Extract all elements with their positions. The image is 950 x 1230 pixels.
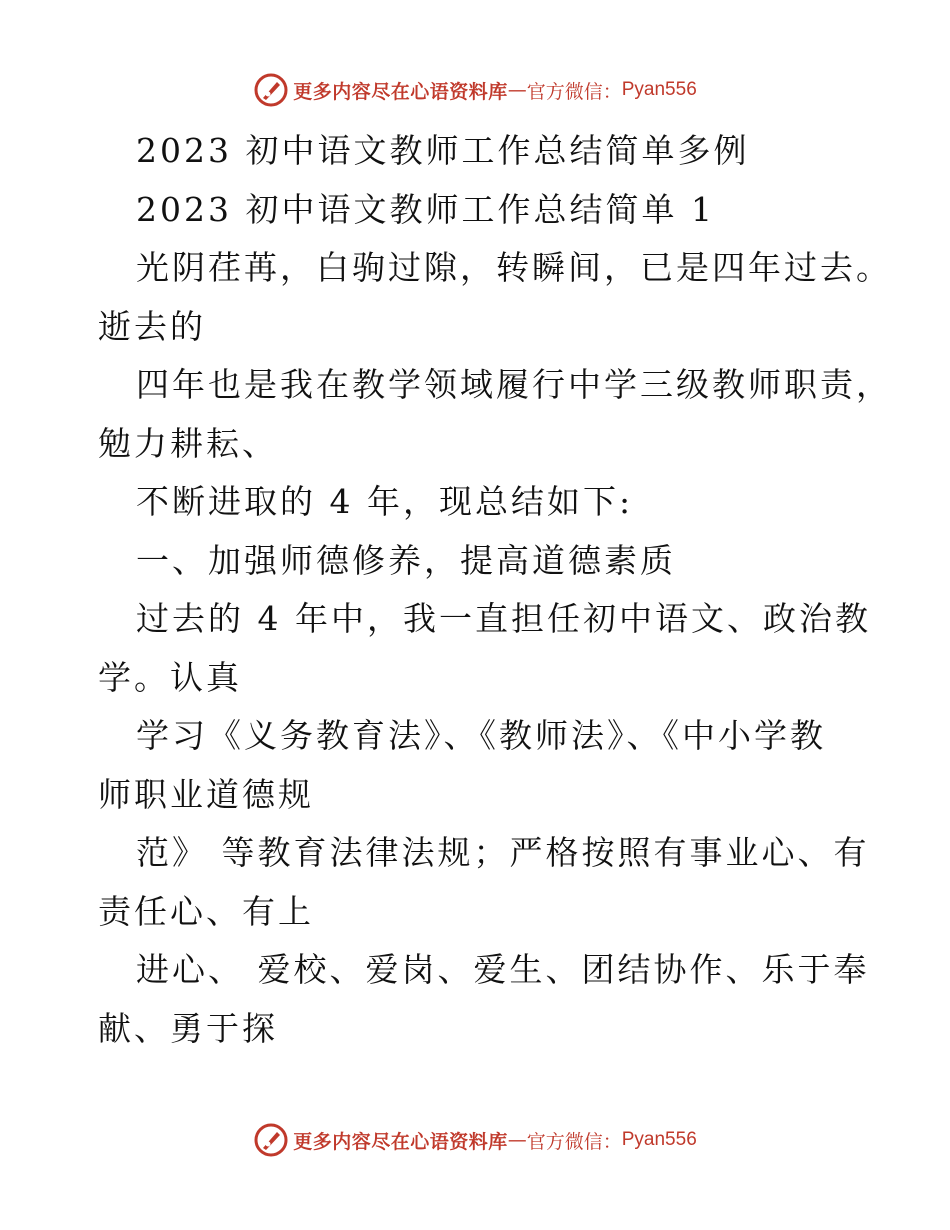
document-title: 2023 初中语文教师工作总结简单多例 <box>136 131 750 170</box>
paragraph-line: 师职业道德规 <box>98 774 314 814</box>
banner-wechat-handle: Pyan556 <box>621 1129 697 1150</box>
subsection-heading: 一、加强师德修养，提高道德素质 <box>136 540 676 580</box>
paragraph-line: 逝去的 <box>98 306 206 346</box>
paragraph-line: 学习《义务教育法》、《教师法》、《中小学教 <box>136 716 826 755</box>
banner-dash: — <box>507 1129 527 1151</box>
paragraph-line: 责任心、有上 <box>98 891 314 931</box>
paragraph-line: 光阴荏苒，白驹过隙，转瞬间，已是四年过去。 <box>136 248 892 287</box>
banner-wechat-label: 官方微信： <box>526 1130 622 1153</box>
document-body <box>98 122 892 1058</box>
paragraph-line: 勉力耕耘、 <box>98 423 278 463</box>
footer-banner <box>0 1120 950 1160</box>
banner-wechat-handle: Pyan556 <box>621 79 697 100</box>
paragraph-line: 范》 等教育法律法规；严格按照有事业心、有 <box>136 833 870 872</box>
paragraph-line: 四年也是我在教学领域履行中学三级教师职责， <box>136 365 892 404</box>
paragraph-line: 不断进取的 4 年，现总结如下: <box>136 482 634 521</box>
banner-wechat-label: 官方微信： <box>526 80 622 103</box>
paragraph-line: 学。认真 <box>98 657 242 697</box>
paragraph-line: 进心、 爱校、爱岗、爱生、团结协作、乐于奉 <box>136 950 870 989</box>
paragraph-line: 过去的 4 年中，我一直担任初中语文、政治教 <box>136 599 871 638</box>
banner-dash: — <box>507 79 527 101</box>
section-heading: 2023 初中语文教师工作总结简单 1 <box>136 189 715 229</box>
banner-promo-text: 更多内容尽在心语资料库 <box>293 80 508 103</box>
banner-promo-text: 更多内容尽在心语资料库 <box>293 1130 508 1153</box>
paragraph-line: 献、勇于探 <box>98 1008 278 1048</box>
pen-nib-logo-icon <box>253 1122 289 1158</box>
header-banner <box>0 70 950 110</box>
pen-nib-logo-icon <box>253 72 289 108</box>
